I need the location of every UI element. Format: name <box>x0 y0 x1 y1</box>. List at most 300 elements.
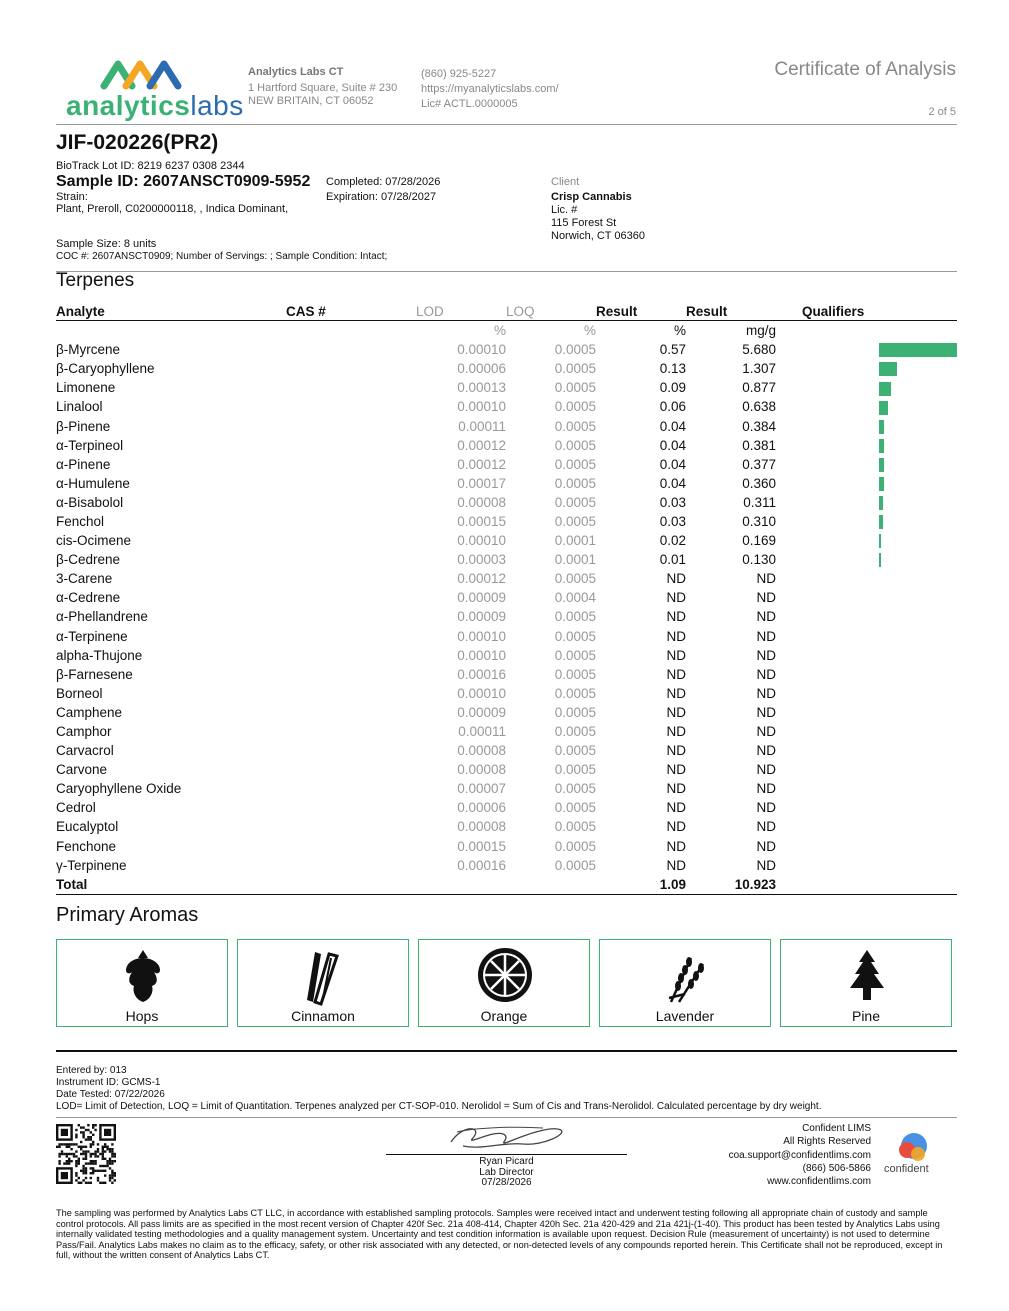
result-pct: 0.04 <box>659 418 686 434</box>
terpene-bar <box>879 343 957 357</box>
aroma-label-lavender: Lavender <box>655 1008 715 1024</box>
qualifier-cell <box>776 703 957 722</box>
hops-icon <box>118 948 168 1006</box>
terpene-row <box>56 703 957 722</box>
lod-value: 0.00016 <box>457 857 506 873</box>
cas-number <box>286 531 416 550</box>
page-number: 2 of 5 <box>928 106 956 118</box>
client-address-1: 115 Forest St <box>551 217 617 229</box>
analyte-name: Caryophyllene Oxide <box>56 781 182 797</box>
qualifier-cell <box>776 588 957 607</box>
lab-address-1: 1 Hartford Square, Suite # 230 <box>248 82 398 94</box>
analyte-name: cis-Ocimene <box>56 533 132 549</box>
cas-number <box>286 455 416 474</box>
result-pct: ND <box>666 590 686 606</box>
cas-number <box>286 798 416 817</box>
strain-value: Plant, Preroll, C0200000118, , Indica Dominant, <box>56 203 289 215</box>
analyte-name: Eucalyptol <box>56 819 119 835</box>
loq-value: 0.0005 <box>554 819 596 835</box>
qualifier-cell <box>776 416 957 435</box>
qualifier-cell <box>776 607 957 626</box>
terpene-bar <box>879 458 884 472</box>
loq-value: 0.0005 <box>554 724 596 740</box>
loq-value: 0.0005 <box>554 399 596 415</box>
result-pct: ND <box>666 628 686 644</box>
result-mg: ND <box>756 571 776 587</box>
cas-number <box>286 436 416 455</box>
instrument-id: Instrument ID: GCMS-1 <box>56 1077 161 1088</box>
terpene-row <box>56 340 957 359</box>
terpene-row <box>56 588 957 607</box>
confident-logo-icon <box>894 1132 934 1162</box>
terpene-bar <box>879 553 881 567</box>
document-title: Certificate of Analysis <box>774 59 956 80</box>
cas-number <box>286 722 416 741</box>
qualifier-cell <box>776 646 957 665</box>
aroma-card-lavender <box>599 939 771 1027</box>
lims-name: Confident LIMS <box>802 1123 871 1134</box>
loq-value: 0.0005 <box>554 838 596 854</box>
result-pct: 0.03 <box>659 494 686 510</box>
terpene-row <box>56 455 957 474</box>
aroma-label-hops: Hops <box>125 1008 159 1024</box>
col-cas: CAS # <box>286 303 416 321</box>
analyte-name: β-Myrcene <box>56 342 121 358</box>
terpene-row <box>56 722 957 741</box>
aroma-card-hops <box>56 939 228 1027</box>
analyte-name: Camphene <box>56 704 123 720</box>
loq-value: 0.0005 <box>554 800 596 816</box>
pine-icon <box>842 948 892 1006</box>
cas-number <box>286 607 416 626</box>
analyte-name: α-Bisabolol <box>56 494 124 510</box>
unit-lod: % <box>493 323 506 339</box>
orange-icon <box>476 946 534 1004</box>
result-pct: 0.57 <box>659 342 686 358</box>
units-row <box>56 321 957 341</box>
lod-value: 0.00011 <box>458 418 506 434</box>
result-mg: ND <box>756 685 776 701</box>
header-divider <box>56 124 957 125</box>
loq-value: 0.0005 <box>554 494 596 510</box>
loq-value: 0.0001 <box>554 552 596 568</box>
qualifier-cell <box>776 741 957 760</box>
terpene-row <box>56 627 957 646</box>
result-mg: 0.169 <box>742 533 776 549</box>
terpene-row <box>56 474 957 493</box>
qualifier-cell <box>776 436 957 455</box>
terpene-bar <box>879 362 897 376</box>
qualifier-cell <box>776 798 957 817</box>
logo-text-analytics: analytics <box>66 90 191 121</box>
result-pct: ND <box>666 743 686 759</box>
analyte-name: β-Farnesene <box>56 666 133 682</box>
analyte-name: Borneol <box>56 685 103 701</box>
result-pct: ND <box>666 724 686 740</box>
result-mg: ND <box>756 857 776 873</box>
lod-value: 0.00007 <box>457 781 506 797</box>
terpene-row <box>56 684 957 703</box>
loq-value: 0.0005 <box>554 456 596 472</box>
terpene-row <box>56 665 957 684</box>
result-pct: 0.02 <box>659 533 686 549</box>
cas-number <box>286 665 416 684</box>
lod-value: 0.00010 <box>457 628 506 644</box>
loq-value: 0.0005 <box>554 609 596 625</box>
terpene-row <box>56 798 957 817</box>
terpenes-table <box>56 303 957 895</box>
lod-value: 0.00011 <box>458 724 506 740</box>
terpene-row <box>56 531 957 550</box>
lod-value: 0.00012 <box>457 437 506 453</box>
lod-value: 0.00012 <box>457 571 506 587</box>
loq-value: 0.0005 <box>554 647 596 663</box>
footer-note: LOD= Limit of Detection, LOQ = Limit of Quantitation. Terpenes analyzed per CT-SOP-010. Nerolidol = Sum of Cis and Trans-Nerolidol. Calculated percentage by dry weight. <box>56 1101 822 1112</box>
result-mg: 0.310 <box>742 513 776 529</box>
result-mg: ND <box>756 590 776 606</box>
qualifier-cell <box>776 627 957 646</box>
entered-by: Entered by: 013 <box>56 1065 127 1076</box>
result-mg: 0.377 <box>742 456 776 472</box>
qualifier-cell <box>776 378 957 397</box>
aroma-card-pine <box>780 939 952 1027</box>
qualifier-cell <box>776 340 957 359</box>
loq-value: 0.0005 <box>554 781 596 797</box>
result-pct: ND <box>666 781 686 797</box>
aroma-label-pine: Pine <box>851 1008 881 1024</box>
analyte-name: Fenchone <box>56 838 117 854</box>
coc-info: COC #: 2607ANSCT0909; Number of Servings: ; Sample Condition: Intact; <box>56 251 388 262</box>
analyte-name: Limonene <box>56 380 116 396</box>
result-mg: ND <box>756 666 776 682</box>
loq-value: 0.0005 <box>554 513 596 529</box>
cas-number <box>286 588 416 607</box>
loq-value: 0.0005 <box>554 704 596 720</box>
result-pct: ND <box>666 666 686 682</box>
result-mg: ND <box>756 781 776 797</box>
total-row <box>56 875 957 895</box>
loq-value: 0.0005 <box>554 571 596 587</box>
lod-value: 0.00006 <box>457 800 506 816</box>
client-label: Client <box>551 176 580 188</box>
total-pct: 1.09 <box>596 875 686 895</box>
loq-value: 0.0005 <box>554 857 596 873</box>
cas-number <box>286 684 416 703</box>
aroma-card-orange <box>418 939 590 1027</box>
analyte-name: β-Caryophyllene <box>56 361 155 377</box>
result-mg: 0.877 <box>742 380 776 396</box>
qualifier-cell <box>776 722 957 741</box>
result-pct: 0.04 <box>659 437 686 453</box>
result-mg: ND <box>756 704 776 720</box>
cas-number <box>286 856 416 875</box>
lod-value: 0.00013 <box>457 380 506 396</box>
qr-code-icon <box>56 1124 116 1184</box>
completed-date: Completed: 07/28/2026 <box>326 176 441 188</box>
cinnamon-icon <box>299 948 349 1006</box>
cas-number <box>286 569 416 588</box>
terpenes-header-row <box>56 303 957 321</box>
result-mg: 1.307 <box>742 361 776 377</box>
aromas-title: Primary Aromas <box>56 904 199 926</box>
signature-line <box>386 1154 627 1155</box>
analyte-name: β-Cedrene <box>56 552 121 568</box>
sample-divider <box>56 271 957 272</box>
lab-license: Lic# ACTL.0000005 <box>421 98 518 110</box>
unit-result-pct: % <box>673 323 686 339</box>
lod-value: 0.00008 <box>457 494 506 510</box>
result-pct: ND <box>666 838 686 854</box>
lab-name: Analytics Labs CT <box>248 66 344 78</box>
terpene-row <box>56 493 957 512</box>
col-loq: LOQ <box>506 303 596 321</box>
sample-code: JIF-020226(PR2) <box>56 131 219 154</box>
lod-value: 0.00016 <box>457 666 506 682</box>
cas-number <box>286 340 416 359</box>
result-mg: ND <box>756 800 776 816</box>
expiration-date: Expiration: 07/28/2027 <box>326 191 437 203</box>
qualifier-cell <box>776 684 957 703</box>
analyte-name: 3-Carene <box>56 571 113 587</box>
qr-code[interactable] <box>56 1124 116 1184</box>
strain-label: Strain: <box>56 191 88 203</box>
qualifier-cell <box>776 665 957 684</box>
result-pct: ND <box>666 800 686 816</box>
signer-date: 07/28/2026 <box>481 1177 532 1188</box>
cas-number <box>286 837 416 856</box>
cas-number <box>286 627 416 646</box>
result-mg: ND <box>756 609 776 625</box>
total-mg: 10.923 <box>686 875 776 895</box>
result-mg: ND <box>756 819 776 835</box>
lab-website[interactable]: https://myanalyticslabs.com/ <box>421 83 559 95</box>
result-pct: ND <box>666 857 686 873</box>
lod-value: 0.00006 <box>457 361 506 377</box>
loq-value: 0.0004 <box>554 590 596 606</box>
lod-value: 0.00008 <box>457 743 506 759</box>
loq-value: 0.0005 <box>554 685 596 701</box>
loq-value: 0.0005 <box>554 361 596 377</box>
terpene-row <box>56 607 957 626</box>
result-pct: ND <box>666 685 686 701</box>
terpene-row <box>56 817 957 836</box>
qualifier-cell <box>776 569 957 588</box>
result-mg: 5.680 <box>742 342 776 358</box>
result-mg: ND <box>756 743 776 759</box>
result-pct: ND <box>666 704 686 720</box>
lavender-icon <box>661 948 711 1006</box>
analyte-name: α-Terpinene <box>56 628 128 644</box>
result-pct: ND <box>666 647 686 663</box>
cas-number <box>286 474 416 493</box>
terpene-bar <box>879 496 883 510</box>
unit-loq: % <box>583 323 596 339</box>
aroma-label-cinnamon: Cinnamon <box>291 1008 355 1024</box>
terpene-bar <box>879 534 881 548</box>
terpene-bar <box>879 439 884 453</box>
client-address-2: Norwich, CT 06360 <box>551 230 645 242</box>
result-pct: 0.01 <box>659 552 686 568</box>
qualifier-cell <box>776 493 957 512</box>
analyte-name: γ-Terpinene <box>56 857 127 873</box>
analyte-name: Carvacrol <box>56 743 114 759</box>
terpene-row <box>56 550 957 569</box>
result-pct: ND <box>666 609 686 625</box>
terpene-row <box>56 569 957 588</box>
analyte-name: α-Cedrene <box>56 590 121 606</box>
cas-number <box>286 703 416 722</box>
qualifier-cell <box>776 531 957 550</box>
lod-value: 0.00009 <box>457 590 506 606</box>
lod-value: 0.00010 <box>457 685 506 701</box>
signer-title: Lab Director <box>479 1166 534 1178</box>
lims-phone: (866) 506-5866 <box>802 1162 871 1174</box>
lod-value: 0.00010 <box>457 647 506 663</box>
biotrack-id: BioTrack Lot ID: 8219 6237 0308 2344 <box>56 160 245 172</box>
result-mg: 0.384 <box>742 418 776 434</box>
lod-value: 0.00008 <box>457 819 506 835</box>
result-mg: 0.360 <box>742 475 776 491</box>
qualifier-cell <box>776 856 957 875</box>
terpenes-title: Terpenes <box>56 270 135 291</box>
result-mg: 0.381 <box>742 437 776 453</box>
qualifier-cell <box>776 455 957 474</box>
loq-value: 0.0005 <box>554 666 596 682</box>
loq-value: 0.0005 <box>554 762 596 778</box>
terpene-row <box>56 359 957 378</box>
client-name: Crisp Cannabis <box>551 191 632 203</box>
lims-web[interactable]: www.confidentlims.com <box>767 1176 871 1188</box>
result-mg: ND <box>756 762 776 778</box>
analyte-name: β-Pinene <box>56 418 111 434</box>
result-pct: ND <box>666 819 686 835</box>
cas-number <box>286 779 416 798</box>
confident-logo-text: confident <box>884 1163 929 1175</box>
terpene-row <box>56 512 957 531</box>
footer-divider <box>56 1050 957 1052</box>
sample-size: Sample Size: 8 units <box>56 238 157 250</box>
cas-number <box>286 817 416 836</box>
result-mg: ND <box>756 647 776 663</box>
lab-address-2: NEW BRITAIN, CT 06052 <box>248 95 374 107</box>
result-mg: 0.311 <box>743 494 776 510</box>
col-lod: LOD <box>416 303 506 321</box>
qualifier-cell <box>776 760 957 779</box>
terpene-row <box>56 397 957 416</box>
lod-value: 0.00009 <box>457 609 506 625</box>
signer-name: Ryan Picard <box>479 1156 534 1167</box>
terpene-bar <box>879 477 884 491</box>
result-mg: 0.638 <box>742 399 776 415</box>
aroma-card-cinnamon <box>237 939 409 1027</box>
date-tested: Date Tested: 07/22/2026 <box>56 1089 165 1100</box>
cas-number <box>286 493 416 512</box>
loq-value: 0.0005 <box>554 628 596 644</box>
qualifier-cell <box>776 837 957 856</box>
cas-number <box>286 397 416 416</box>
result-pct: 0.04 <box>659 456 686 472</box>
lod-value: 0.00003 <box>457 552 506 568</box>
terpene-row <box>56 378 957 397</box>
cas-number <box>286 646 416 665</box>
cas-number <box>286 378 416 397</box>
disclaimer: The sampling was performed by Analytics Labs CT LLC, in accordance with established sampling protocols. Samples were received intact and underwent testing following all appropriate chain of custody and sample control protocols. All pass limits are as specified in the most recent version of Chapter 420f Sec. 21a 408-414, Chapter 420h Sec. 21a 420-429 and 21a 421j-(1-40). This product has been tested by Analytics Labs using internally validated testing methodologies and a quality management system. Uncertainty and test condition information is available upon request. Decision Rule (measurement of uncertainty) is not used to determine Pass/Fail. Analytics Labs makes no claim as to the efficacy, safety, or other risk associated with any detected, or non-detected levels of any compounds reported herein. This Certificate shall not be reproduced, except in full, without the written consent of Analytics Labs CT. <box>56 1208 943 1260</box>
client-license: Lic. # <box>551 204 578 216</box>
lims-rights: All Rights Reserved <box>783 1136 871 1148</box>
qualifier-cell <box>776 779 957 798</box>
terpene-row <box>56 436 957 455</box>
cas-number <box>286 741 416 760</box>
lod-value: 0.00017 <box>457 475 506 491</box>
lab-logo <box>66 56 244 126</box>
terpene-row <box>56 837 957 856</box>
result-pct: 0.13 <box>659 361 686 377</box>
result-mg: ND <box>756 628 776 644</box>
result-pct: ND <box>666 571 686 587</box>
terpene-row <box>56 741 957 760</box>
loq-value: 0.0005 <box>554 475 596 491</box>
signature-icon <box>443 1120 573 1154</box>
lod-value: 0.00010 <box>457 342 506 358</box>
qualifier-cell <box>776 359 957 378</box>
analyte-name: α-Phellandrene <box>56 609 148 625</box>
terpene-bar <box>879 515 883 529</box>
aroma-label-orange: Orange <box>480 1008 528 1024</box>
lims-email[interactable]: coa.support@confidentlims.com <box>728 1149 871 1161</box>
terpene-row <box>56 646 957 665</box>
result-mg: ND <box>756 724 776 740</box>
analyte-name: Camphor <box>56 724 112 740</box>
col-analyte: Analyte <box>56 303 286 321</box>
loq-value: 0.0005 <box>554 342 596 358</box>
confident-logo <box>884 1132 944 1178</box>
terpene-bar <box>879 382 891 396</box>
terpene-row <box>56 760 957 779</box>
sample-id: Sample ID: 2607ANSCT0909-5952 <box>56 173 311 190</box>
qualifier-cell <box>776 397 957 416</box>
analyte-name: α-Terpineol <box>56 437 124 453</box>
qualifier-cell <box>776 817 957 836</box>
loq-value: 0.0001 <box>554 533 596 549</box>
result-mg: 0.130 <box>742 552 776 568</box>
result-mg: ND <box>756 838 776 854</box>
qualifier-cell <box>776 474 957 493</box>
analyte-name: alpha-Thujone <box>56 647 143 663</box>
lab-phone: (860) 925-5227 <box>421 68 497 80</box>
cas-number <box>286 760 416 779</box>
cas-number <box>286 359 416 378</box>
result-pct: 0.09 <box>659 380 686 396</box>
result-pct: ND <box>666 762 686 778</box>
terpene-row <box>56 856 957 875</box>
result-pct: 0.06 <box>659 399 686 415</box>
footer-divider-2 <box>56 1117 957 1118</box>
total-label: Total <box>56 875 286 895</box>
lod-value: 0.00008 <box>457 762 506 778</box>
analyte-name: Carvone <box>56 762 108 778</box>
lod-value: 0.00010 <box>457 399 506 415</box>
cas-number <box>286 512 416 531</box>
lod-value: 0.00012 <box>457 456 506 472</box>
terpene-bar <box>879 401 888 415</box>
lod-value: 0.00015 <box>457 513 506 529</box>
analyte-name: Linalool <box>56 399 103 415</box>
terpene-row <box>56 416 957 435</box>
unit-result-mg: mg/g <box>745 323 776 339</box>
result-pct: 0.04 <box>659 475 686 491</box>
analyte-name: Fenchol <box>56 513 105 529</box>
col-qualifiers: Qualifiers <box>776 303 957 321</box>
